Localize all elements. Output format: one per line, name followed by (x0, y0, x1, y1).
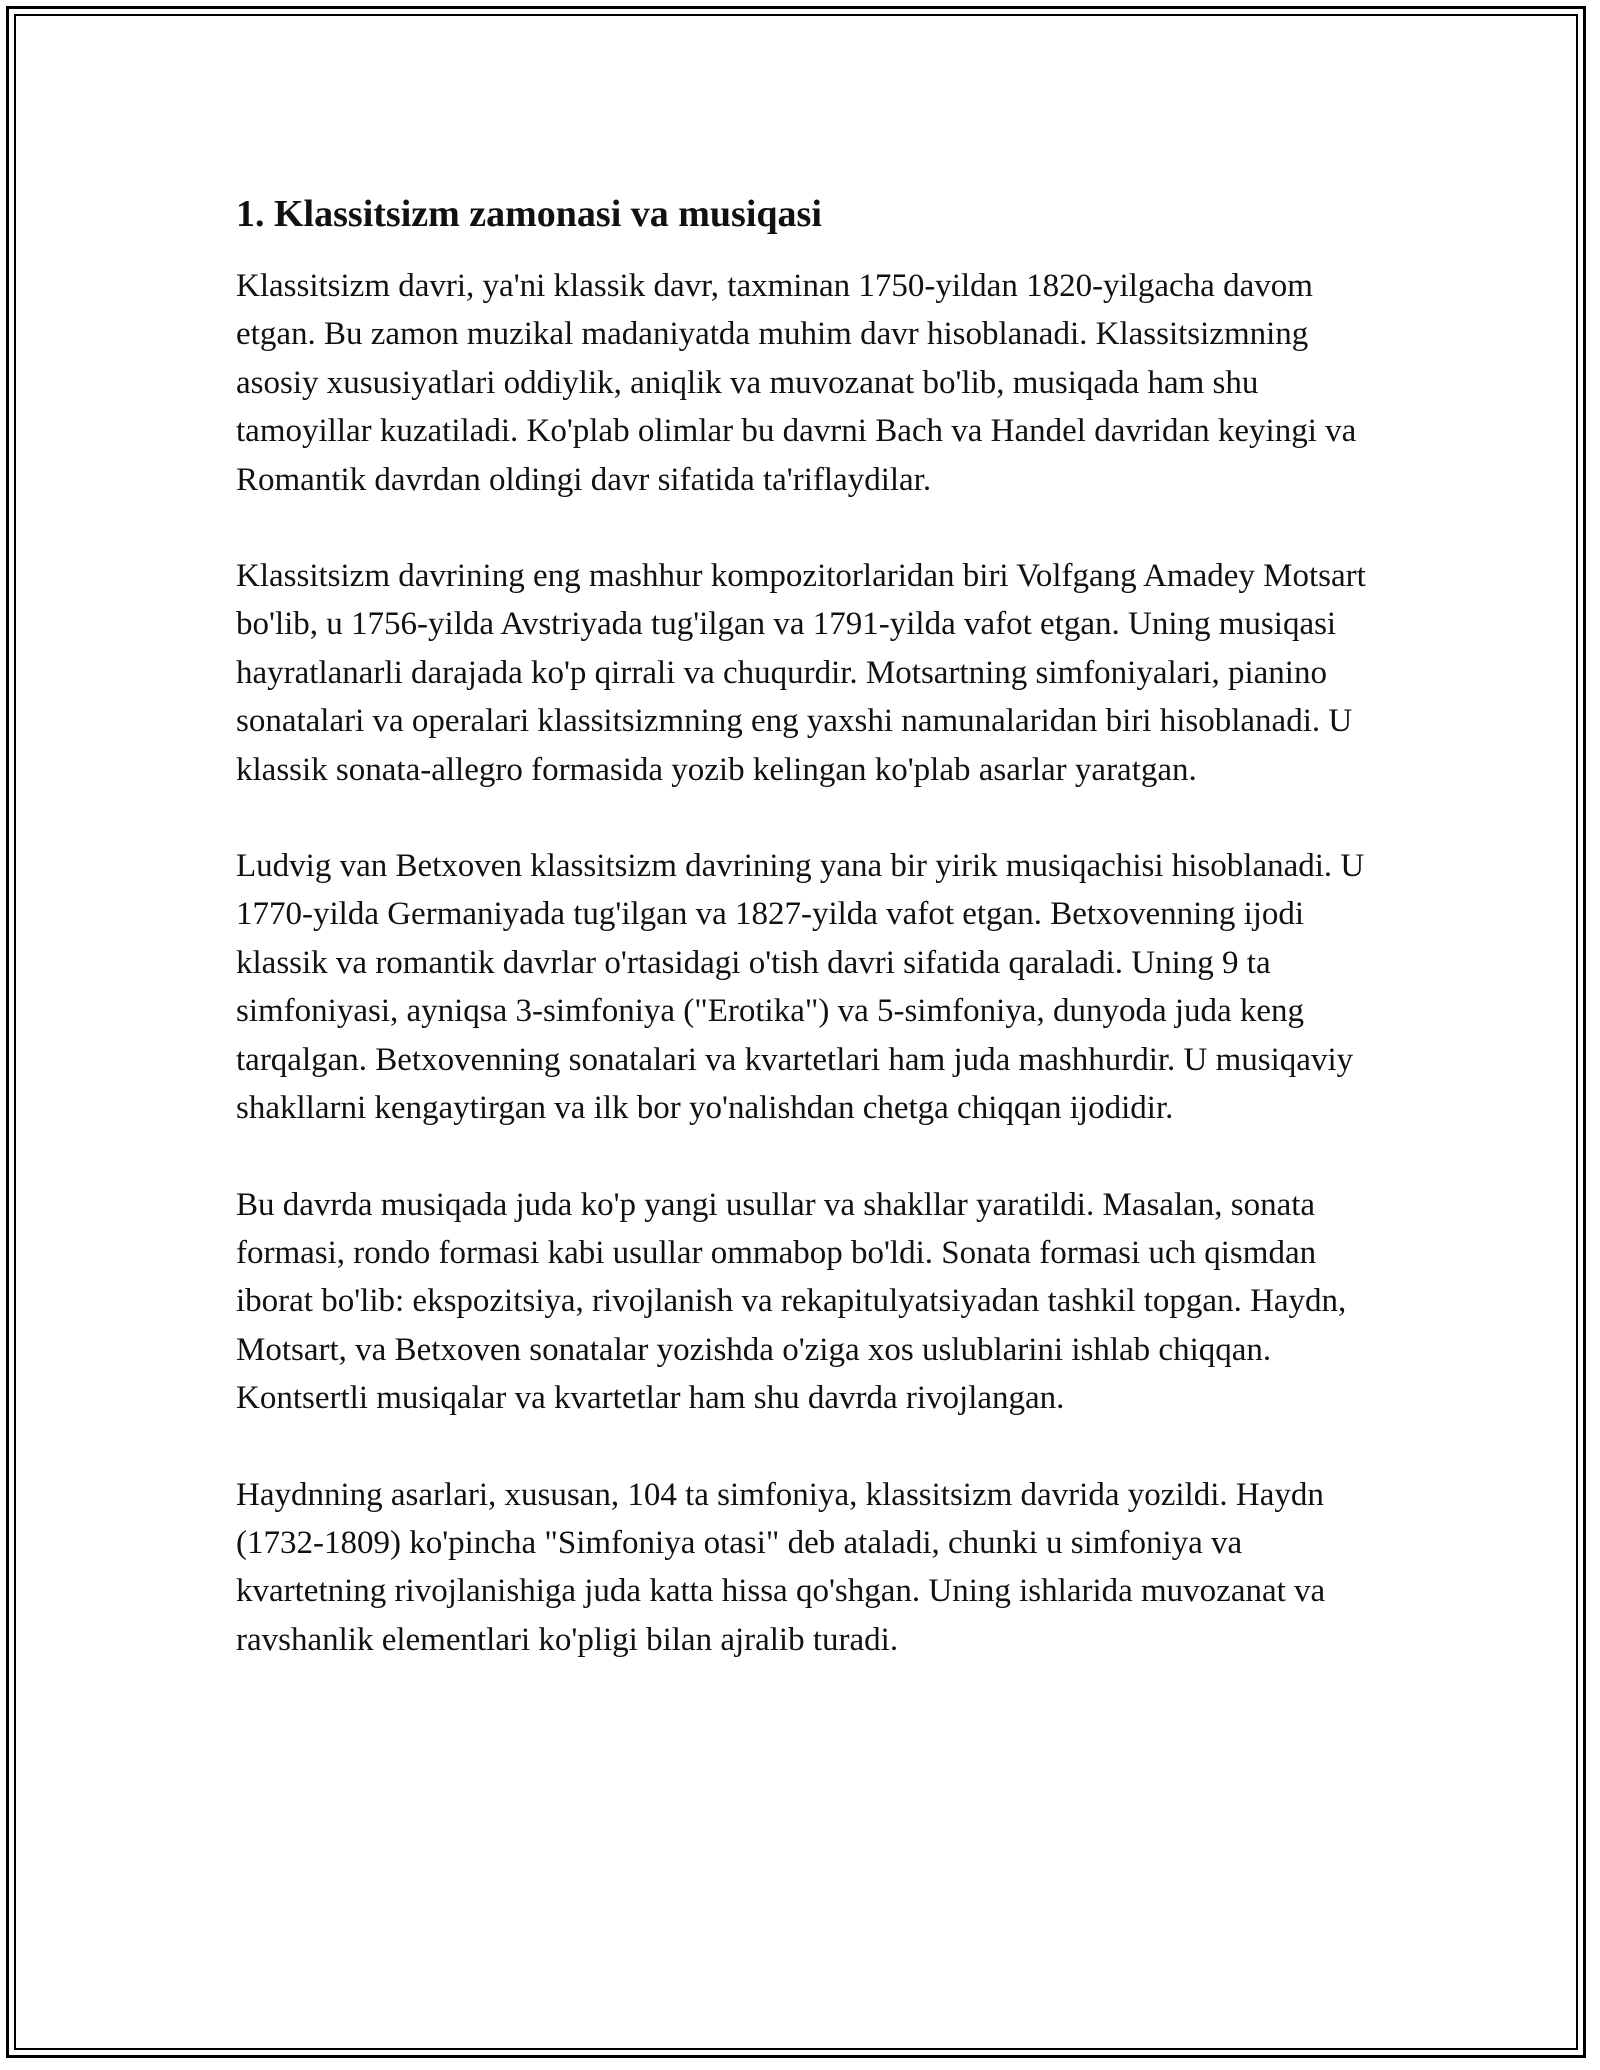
paragraph-mozart: Klassitsizm davrining eng mashhur kompozitorlaridan biri Volfgang Amadey Motsart bo'lib, u 1756-yilda Avstriyada tug'ilgan va 1791-yilda vafot etgan. Uning musiqasi hayratlanarli darajada ko'p qirrali va chuqurdir. Motsartning simfoniyalari, pianino sonatalari va operalari klassitsizmning eng yaxshi namunalaridan biri hisoblanadi. U klassik sonata-allegro formasida yozib kelingan ko'plab asarlar yaratgan. (236, 558, 1366, 788)
document-body (236, 186, 1376, 1664)
section-title: 1. Klassitsizm zamonasi va musiqasi (236, 193, 822, 235)
paragraph-haydn: Haydnning asarlari, xususan, 104 ta simfoniya, klassitsizm davrida yozildi. Haydn (1732-1809) ko'pincha "Simfoniya otasi" deb ataladi, chunki u simfoniya va kvartetning rivojlanishiga juda katta hissa qo'shgan. Uning ishlarida muvozanat va ravshanlik elementlari ko'pligi bilan ajralib turadi. (236, 1476, 1326, 1658)
paragraph-beethoven: Ludvig van Betxoven klassitsizm davrining yana bir yirik musiqachisi hisoblanadi. U 1770-yilda Germaniyada tug'ilgan va 1827-yilda vafot etgan. Betxovenning ijodi klassik va romantik davrlar o'rtasidagi o'tish davri sifatida qaraladi. Uning 9 ta simfoniyasi, ayniqsa 3-simfoniya ("Erotika") va 5-simfoniya, dunyoda juda keng tarqalgan. Betxovenning sonatalari va kvartetlari ham juda mashhurdir. U musiqaviy shakllarni kengaytirgan va ilk bor yo'nalishdan chetga chiqqan ijodidir. (236, 848, 1365, 1127)
paragraph-musical-forms: Bu davrda musiqada juda ko'p yangi usullar va shakllar yaratildi. Masalan, sonata formasi, rondo formasi kabi usullar ommabop bo'ldi. Sonata formasi uch qismdan iborat bo'lib: ekspozitsiya, rivojlanish va rekapitulyatsiyadan tashkil topgan. Haydn, Motsart, va Betxoven sonatalar yozishda o'ziga xos uslublarini ishlab chiqqan. Kontsertli musiqalar va kvartetlar ham shu davrda rivojlangan. (236, 1186, 1347, 1417)
paragraph-classicism-period: Klassitsizm davri, ya'ni klassik davr, taxminan 1750-yildan 1820-yilgacha davom etgan. Bu zamon muzikal madaniyatda muhim davr hisoblanadi. Klassitsizmning asosiy xususiyatlari oddiylik, aniqlik va muvozanat bo'lib, musiqada ham shu tamoyillar kuzatiladi. Ko'plab olimlar bu davrni Bach va Handel davridan keyingi va Romantik davrdan oldingi davr sifatida ta'riflaydilar. (236, 268, 1357, 498)
